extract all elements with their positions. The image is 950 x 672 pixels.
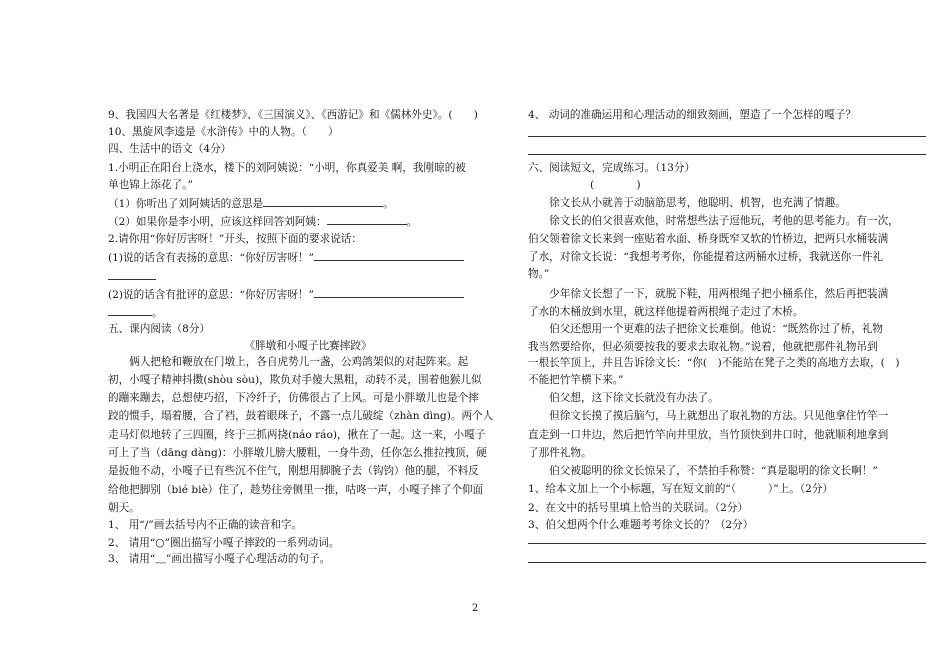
- passage-line: 是扳他不动，小嘎子已有些沉不住气，刚想用脚腕子去（钩钧）他的腿，不料反: [108, 465, 479, 477]
- passage-line: 伯父被聪明的徐文长惊呆了，不禁拍手称赞：“真是聪明的徐文长啊！”: [528, 465, 878, 477]
- passage-line: 初，小嘎子精神抖擞(shòu sòu)，欺负对手傻大黑粗，动转不灵，围着他猴儿似: [108, 374, 482, 386]
- answer-line[interactable]: [528, 543, 926, 544]
- section-4-prompt-2: 2.请你用“你好厉害呀！”开头，按照下面的要求说话：: [108, 233, 362, 245]
- passage-line: 不能把竹竿横下来。”: [528, 374, 624, 386]
- section-5-question-4: 4、 动词的准确运用和心理活动的细致刻画，塑造了一个怎样的嘎子？: [528, 109, 856, 121]
- passage-line: 徐文长从小就善于动脑筋思考，他聪明、机智，也充满了情趣。: [528, 197, 846, 209]
- passage-line: 可上了当（dāng dàng)：小胖墩儿膀大腰粗，一身牛劲，任你怎么推拉拽顶，硬: [108, 447, 487, 459]
- passage-line: 跤的惯手，塌着腰，合了裆，鼓着眼珠子，不露一点儿破绽（zhàn dìng)。两个人: [108, 410, 494, 422]
- passage-line: 了那件礼物。: [528, 447, 592, 459]
- passage-title: 《胖墩和小嘎子比赛摔跤》: [244, 340, 372, 352]
- passage-line: 少年徐文长想了一下，就脱下鞋，用两根绳子把小桶系住，然后再把装满: [528, 288, 889, 300]
- section-4-requirement-2: (2)说的话含有批评的意思：“你好厉害呀！”: [108, 287, 464, 302]
- section-5-title: 五、课内阅读（8分）: [108, 323, 211, 335]
- section-4-title: 四、生活中的语文（4分）: [108, 143, 232, 155]
- section-4-prompt-line-2: 单也锦上添花了。”: [108, 179, 193, 191]
- passage-line: 但徐文长摸了摸后脑勺，马上就想出了取礼物的方法。只见他拿住竹竿一: [528, 410, 889, 422]
- section-4-requirement-1: (1)说的话含有表扬的意思：“你好厉害呀！”: [108, 250, 464, 265]
- answer-line[interactable]: [108, 279, 156, 280]
- passage-line: 物。”: [528, 268, 550, 280]
- passage-line: 徐文长的伯父很喜欢他，时常想些法子逗他玩，考他的思考能力。有一次，: [528, 215, 899, 227]
- section-5-question-3: 3、 请用“﹏”画出描写小嘎子心理活动的句子。: [108, 553, 331, 565]
- question-9: 9、我国四大名著是《红楼梦》、《三国演义》、《西游记》和《儒林外史》。( ): [108, 109, 478, 121]
- section-6-title: 六、阅读短文，完成练习。（13分）: [528, 162, 696, 174]
- passage-line: 了水的木桶放到水里，就这样他提着两根绳子走过了木桥。: [528, 306, 804, 318]
- section-5-question-2: 2、 请用“○”圈出描写小嘎子摔跤的一系列动词。: [108, 537, 340, 549]
- passage-line: 一根长竿顶上，并且告诉徐文长：“你( )不能站在凳子之类的高地方去取，( ): [528, 357, 900, 369]
- section-5-question-1: 1、 用“/”画去括号内不正确的读音和字。: [108, 519, 303, 531]
- section-6-question-3: 3、伯父想两个什么难题考考徐文长的？（2分）: [528, 519, 754, 531]
- passage-line: 的蹦来蹦去，总想使巧招，下冷纤子，仿佛很占了上风。可是小胖墩儿也是个摔: [108, 392, 479, 404]
- answer-blank[interactable]: [314, 250, 464, 261]
- answer-blank[interactable]: [263, 196, 383, 207]
- passage-line: 朝天。: [108, 502, 140, 514]
- passage-line: 了水，对徐文长说：“我想考考你，你能提着这两桶水过桥，我就送你一件礼: [528, 251, 884, 263]
- title-blank[interactable]: ( ): [590, 179, 641, 191]
- section-6-question-2: 2、在文中的括号里填上恰当的关联词。（2分）: [528, 502, 749, 514]
- answer-line[interactable]: [528, 562, 926, 563]
- answer-blank[interactable]: [314, 287, 464, 298]
- answer-line[interactable]: [528, 154, 926, 155]
- passage-line: 伯父还想用一个更难的法子把徐文长难倒。他说：“既然你过了桥，礼物: [528, 323, 884, 335]
- section-4-question-1: （1）你听出了刘阿姨话的意思是 。: [108, 198, 394, 210]
- answer-blank[interactable]: [108, 305, 152, 316]
- answer-blank[interactable]: [327, 214, 407, 225]
- passage-line: 伯父想，这下徐文长就没有办法了。: [528, 392, 719, 404]
- section-4-prompt-line-1: 1.小明正在阳台上浇水，楼下的刘阿姨说：“小明，你真爱美 啊，我刚晾的被: [108, 162, 466, 174]
- passage-line: 我当然要给你，但必须要按我的要求去取礼物。”说着，他就把那件礼物吊到: [528, 341, 878, 353]
- section-4-question-2: （2）如果你是李小明，应该这样回答刘阿姨： 。: [108, 216, 418, 228]
- passage-line: 直走到一口井边，然后把竹竿向井里放，当竹顶快到井口时，他就顺利地拿到: [528, 429, 889, 441]
- passage-line: 俩人把枪和鞭放在门墩上，各自虎势儿一盏，公鸡鸽架似的对起阵来。起: [108, 356, 469, 368]
- passage-line: 给他把脚别（bié biè）住了，趁势往旁侧里一推，咕咚一声，小嘎子摔了个仰面: [108, 484, 484, 496]
- question-10: 10、黑旋风李逵是《水浒传》中的人物。（ ）: [108, 126, 339, 138]
- passage-line: 走马灯似地转了三四圈，终于三抓两挠(náo ráo)，揪在了一起。这一来，小嘎子: [108, 429, 486, 441]
- section-6-question-1: 1、给本文加上一个小标题，写在短文前的“（ ）”上。（2分）: [528, 483, 834, 495]
- passage-line: 伯父领着徐文长来到一座贴着水面、桥身既窄又软的竹桥边，把两只水桶装满: [528, 233, 889, 245]
- page-number: 2: [471, 603, 479, 614]
- answer-line[interactable]: [528, 136, 926, 137]
